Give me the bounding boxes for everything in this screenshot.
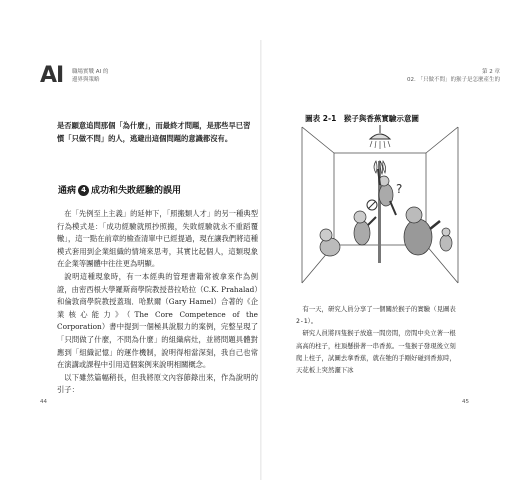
body-paragraph: 有一天，研究人員分享了一個關於猴子的實驗（見圖表 2-1）。 — [296, 305, 456, 326]
question-mark-icon: ? — [396, 182, 403, 196]
heading-text: 成功和失敗經驗的誤用 — [91, 186, 182, 196]
heading-prefix: 通病 — [58, 186, 77, 196]
body-paragraph: 研究人員將四隻猴子放進一間房間，房間中央立著一根高高的柱子，柱頂懸掛著一串香蕉。一隻猴子發現後立刻爬上柱子，試圖去拿香蕉，就在牠的手剛好碰到香蕉時，天花板上突然灑下冰 — [296, 329, 456, 375]
running-header-left — [72, 68, 108, 84]
chapter-label: 第 2 章 — [482, 69, 500, 75]
opening-paragraph: 是否願意追問那個「為什麼」，而最終才問題，是那些早已習慣「只做不問」的人，逃避出這個問題的意識都沒有。 — [57, 121, 251, 143]
crouching-monkey — [320, 229, 340, 256]
figure-title: 圖表 2-1 猴子與香蕉實驗示意圖 — [305, 114, 419, 123]
body-paragraph: 說明這種現象時，有一本經典的管理書籍常被拿來作為例證，由密西根大學羅斯商學院教授普拉哈拉（C.K. Prahalad）和倫敦商學院教授蓋瑞．哈默爾（Gary Hamel）合著的《企業核心能力》（The Core Competence of the Corporation）書中提到一個極具說服力的案例，完整呈現了「只問做了什麼，不問為什麼」的組織病灶，並將問題具體對應到「組織記憶」的運作機制，說明得相當深刻，我自己也常在演講或課程中引用這個案例來說明相關概念。 — [57, 271, 258, 370]
body-paragraph: 在「先例至上主義」的延伸下，「照搬類人才」的另一種典型行為模式是：「成功經驗就照抄照搬，失敗經驗就永不重蹈覆轍」，這一點在前章的檢查清單中已經提過，現在讓我們將這種模式套用到企業組織的情境來思考，其實比起個人，這類現象在企業等團體中往往更為明顯。 — [57, 209, 258, 269]
section-heading — [58, 183, 258, 196]
book-title-line: 職場實戰 AI 的 — [72, 69, 109, 75]
body-paragraph: 以下雖然篇幅稍長，但我將原文內容節錄出來，作為說明的引子： — [57, 372, 258, 395]
section-label: 02. 「只做不問」的猴子是怎麼產生的 — [407, 77, 500, 83]
large-monkey — [404, 207, 440, 255]
monkey-experiment-illustration — [300, 125, 460, 285]
book-logo: AI — [40, 63, 64, 88]
shower-head-icon — [370, 125, 390, 149]
small-monkey — [440, 228, 452, 251]
running-header-right — [407, 68, 500, 84]
warning-monkey — [354, 211, 376, 245]
right-body-text — [296, 303, 462, 376]
heading-number-badge: 4 — [78, 185, 89, 196]
page-number-right: 45 — [462, 399, 469, 405]
left-body-text — [57, 208, 258, 397]
page-number-left: 44 — [40, 399, 47, 405]
book-title-line: 邊界與策略 — [72, 77, 100, 83]
no-sign-icon — [367, 200, 377, 210]
